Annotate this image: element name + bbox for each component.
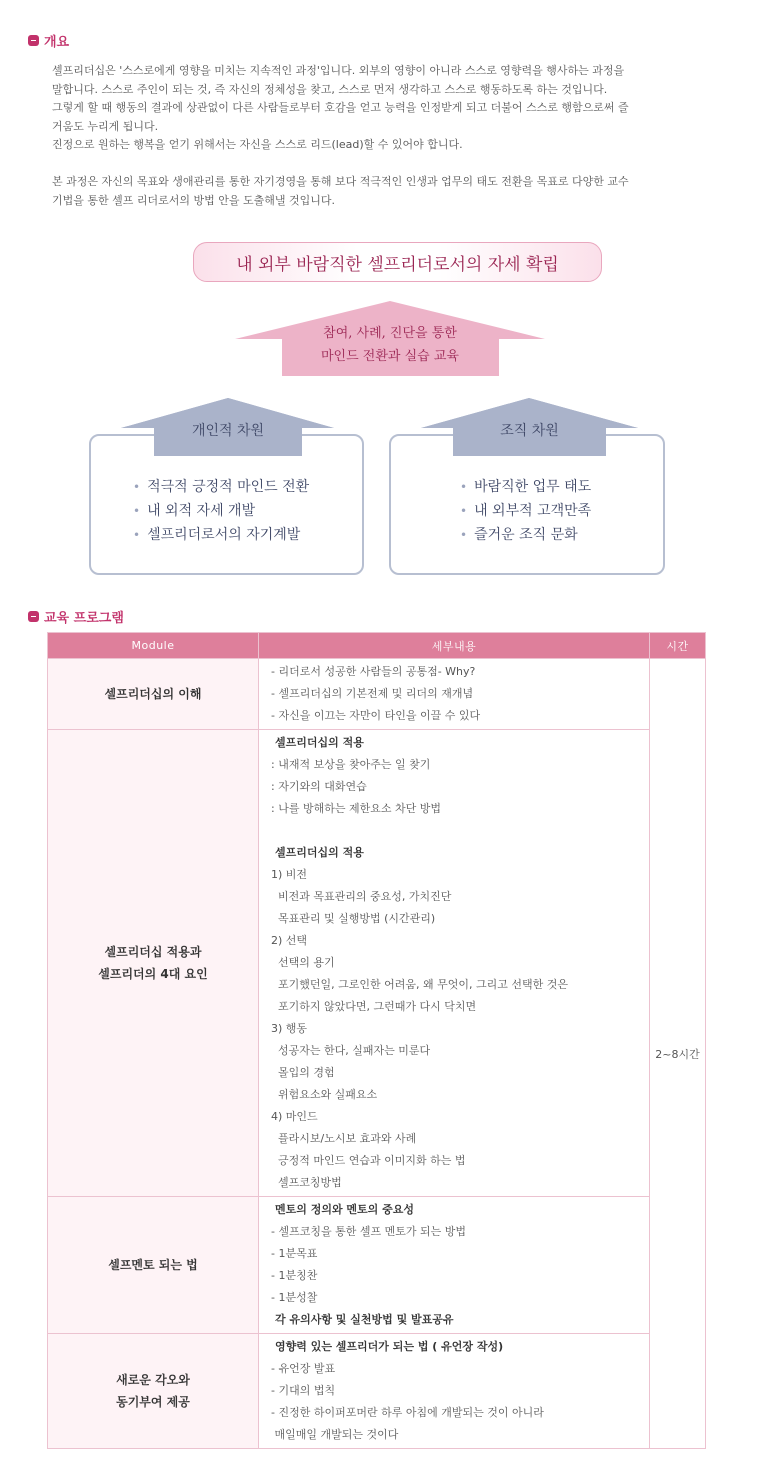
- program-title: 교육 프로그램: [44, 610, 124, 626]
- module-name: 셀프리더십의 이해: [104, 687, 202, 701]
- detail-line: 2) 선택: [271, 934, 308, 947]
- table-row: [48, 659, 706, 730]
- detail-line: - 셀프리더십의 기본전제 및 리더의 재개념: [271, 687, 474, 700]
- detail-line: - 1분성찰: [271, 1291, 318, 1304]
- goal-banner: 내 외부 바람직한 셀프리더로서의 자세 확립: [193, 242, 602, 282]
- detail-line: - 자신을 이끄는 자만이 타인을 이끌 수 있다: [271, 709, 481, 722]
- module-cell: [48, 730, 259, 1197]
- detail-cell: [259, 1334, 650, 1449]
- table-row: [48, 1197, 706, 1334]
- detail-cell: [259, 730, 650, 1197]
- detail-line: 셀프리더십의 적용: [275, 846, 364, 859]
- detail-line: - 1분목표: [271, 1247, 318, 1260]
- module-name: 셀프멘토 되는 법: [108, 1258, 198, 1272]
- detail-line: - 기대의 법칙: [271, 1384, 336, 1397]
- module-cell: [48, 659, 259, 730]
- organizational-dimension-title: 조직 차원: [500, 423, 559, 439]
- detail-line: 4) 마인드: [271, 1110, 318, 1123]
- table-row: [48, 730, 706, 1197]
- detail-line: - 진정한 하이퍼포머란 하루 아침에 개발되는 것이 아니라: [271, 1406, 544, 1419]
- detail-line: : 나를 방해하는 제한요소 차단 방법: [271, 802, 441, 815]
- detail-line: 매일매일 개발되는 것이다: [271, 1428, 399, 1441]
- list-item: • 즐거운 조직 문화: [460, 523, 591, 547]
- detail-line: 멘토의 정의와 멘토의 중요성: [275, 1203, 414, 1216]
- diagram-arrow-heads: [0, 0, 783, 600]
- overview-line: 그렇게 할 때 행동의 결과에 상관없이 다른 사람들로부터 호감을 얻고 능력을 인정받게 되고 더불어 스스로 행함으로써 즐: [52, 101, 629, 114]
- center-arrow-line: 참여, 사례, 진단을 통한: [323, 326, 457, 341]
- program-table: [47, 632, 706, 1449]
- bullet-square-icon: [28, 611, 39, 622]
- detail-line: 위험요소와 실패요소: [271, 1088, 378, 1101]
- detail-cell: [259, 659, 650, 730]
- overview-line: 거움도 누리게 됩니다.: [52, 119, 159, 133]
- detail-line: 셀프리더십의 적용: [275, 736, 364, 749]
- module-name: 동기부여 제공: [116, 1395, 190, 1409]
- overview-line: 진정으로 원하는 행복을 얻기 위해서는 자신을 스스로 리드(lead)할 수 있어야 합니다.: [52, 138, 463, 151]
- detail-line: 영향력 있는 셀프리더가 되는 법 ( 유언장 작성): [275, 1340, 504, 1353]
- detail-line: 성공자는 한다, 실패자는 미룬다: [271, 1044, 431, 1057]
- time-column-header: 시간: [650, 633, 706, 659]
- list-item: • 내 외적 자세 개발: [133, 499, 309, 523]
- overview-title: 개요: [44, 34, 70, 50]
- detail-line: 선택의 용기: [271, 956, 335, 969]
- list-item: • 내 외부적 고객만족: [460, 499, 591, 523]
- overview-line: 기법을 통한 셀프 리더로서의 방법 안을 도출해낼 것입니다.: [52, 193, 335, 207]
- module-cell: [48, 1197, 259, 1334]
- program-heading: [28, 606, 124, 626]
- detail-line: - 셀프코칭을 통한 셀프 멘토가 되는 방법: [271, 1225, 466, 1238]
- table-header-row: [48, 633, 706, 659]
- module-name: 새로운 각오와: [116, 1373, 190, 1387]
- detail-line: 3) 행동: [271, 1022, 308, 1035]
- detail-line: - 유언장 발표: [271, 1362, 336, 1375]
- list-item: • 적극적 긍정적 마인드 전환: [133, 475, 309, 499]
- detail-line: 비전과 목표관리의 중요성, 가치진단: [271, 890, 452, 903]
- program-table-body: [48, 659, 706, 1449]
- detail-line: 몰입의 경험: [271, 1066, 335, 1079]
- personal-dimension-title: 개인적 차원: [191, 423, 265, 439]
- table-row: [48, 1334, 706, 1449]
- overview-line: 셀프리더십은 '스스로에게 영향을 미치는 지속적인 과정'입니다. 외부의 영향이 아니라 스스로 영향력을 행사하는 과정을: [52, 64, 625, 77]
- detail-line: [271, 820, 649, 842]
- detail-line: 긍정적 마인드 연습과 이미지화 하는 법: [271, 1154, 466, 1167]
- detail-column-header: 세부내용: [259, 633, 650, 659]
- list-item: • 바람직한 업무 태도: [460, 475, 591, 499]
- detail-line: - 리더로서 성공한 사람들의 공통점- Why?: [271, 665, 476, 678]
- overview-line: 본 과정은 자신의 목표와 생애관리를 통한 자기경영을 통해 보다 적극적인 인생과 업무의 태도 전환을 목표로 다양한 교수: [52, 175, 629, 188]
- detail-line: 각 유의사항 및 실천방법 및 발표공유: [275, 1313, 454, 1326]
- time-cell: 2~8시간: [650, 659, 706, 1449]
- detail-line: : 자기와의 대화연습: [271, 780, 367, 793]
- detail-cell: [259, 1197, 650, 1334]
- detail-line: 플라시보/노시보 효과와 사례: [271, 1132, 417, 1145]
- detail-line: : 내재적 보상을 찾아주는 일 찾기: [271, 758, 431, 771]
- detail-line: 포기했던일, 그로인한 어려움, 왜 무엇이, 그리고 선택한 것은: [271, 978, 568, 991]
- detail-line: 포기하지 않았다면, 그런때가 다시 닥치면: [271, 1000, 477, 1013]
- module-cell: [48, 1334, 259, 1449]
- module-column-header: Module: [48, 633, 259, 659]
- list-item: • 셀프리더로서의 자기계발: [133, 523, 309, 547]
- organizational-dimension-list: [460, 475, 591, 547]
- module-name: 셀프리더의 4대 요인: [98, 967, 208, 981]
- detail-line: - 1분칭찬: [271, 1269, 318, 1282]
- detail-line: 셀프코칭방법: [271, 1176, 342, 1189]
- personal-dimension-list: [133, 475, 309, 547]
- detail-line: 목표관리 및 실행방법 (시간관리): [271, 912, 436, 925]
- center-arrow-line: 마인드 전환과 실습 교육: [321, 349, 459, 364]
- overview-line: 말합니다. 스스로 주인이 되는 것, 즉 자신의 정체성을 찾고, 스스로 먼저 생각하고 스스로 행동하도록 하는 것입니다.: [52, 82, 608, 96]
- detail-line: 1) 비전: [271, 868, 308, 881]
- module-name: 셀프리더십 적용과: [104, 945, 202, 959]
